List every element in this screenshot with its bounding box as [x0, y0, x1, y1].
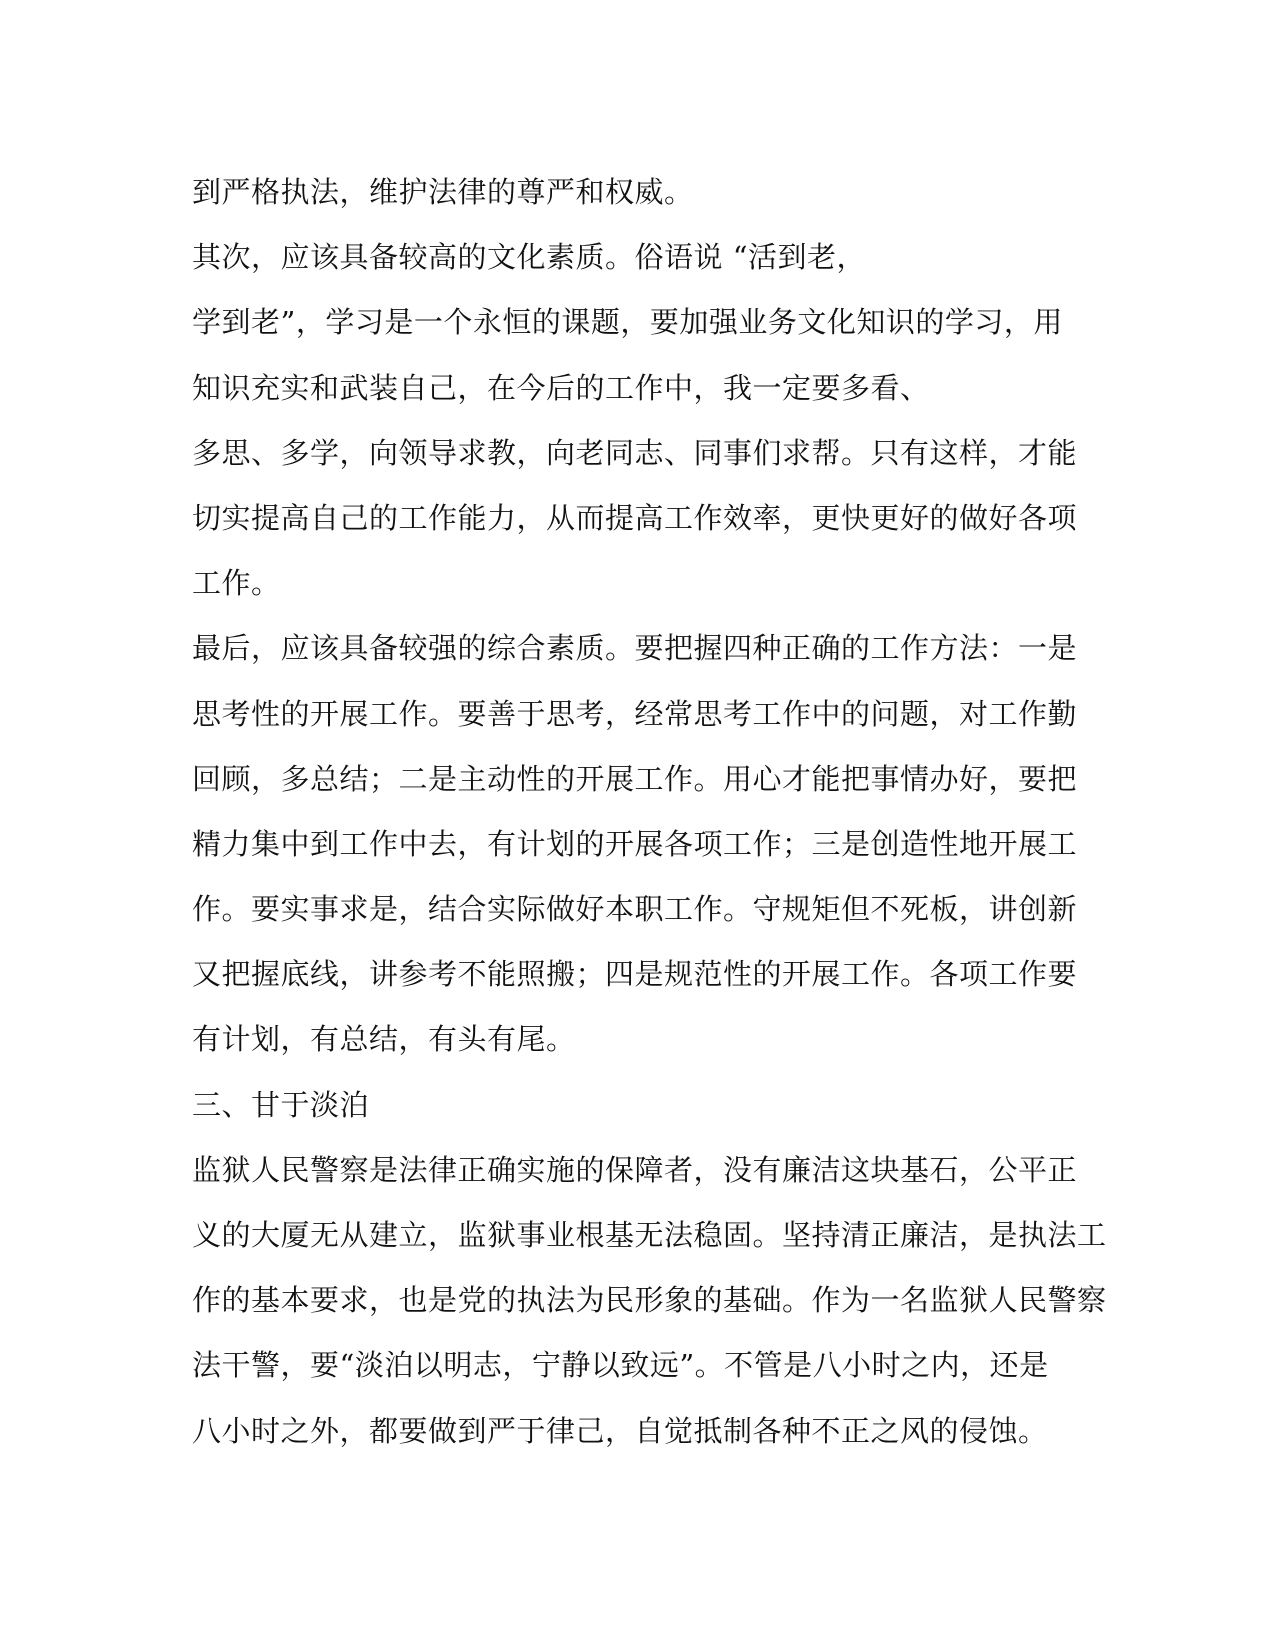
text-line: 最后，应该具备较强的综合素质。要把握四种正确的工作方法：一是: [192, 631, 1078, 666]
text-line: 法干警，要“淡泊以明志，宁静以致远”。不管是八小时之内，还是: [192, 1348, 1049, 1383]
text-line: 精力集中到工作中去，有计划的开展各项工作；三是创造性地开展工: [192, 826, 1078, 861]
text-line: 其次，应该具备较高的文化素质。俗语说 “活到老，: [192, 240, 867, 275]
text-line: 八小时之外，都要做到严于律己，自觉抵制各种不正之风的侵蚀。: [192, 1413, 1048, 1448]
text-line: 思考性的开展工作。要善于思考，经常思考工作中的问题，对工作勤: [192, 696, 1078, 731]
text-line: 作。要实事求是，结合实际做好本职工作。守规矩但不死板，讲创新: [192, 892, 1078, 927]
body-text: [192, 160, 1107, 1464]
text-line: 工作。: [192, 566, 281, 601]
text-line: 监狱人民警察是法律正确实施的保障者，没有廉洁这块基石，公平正: [192, 1152, 1078, 1187]
text-line: 多思、多学，向领导求教，向老同志、同事们求帮。只有这样，才能: [192, 435, 1078, 470]
text-line: 义的大厦无从建立，监狱事业根基无法稳固。坚持清正廉洁，是执法工: [192, 1218, 1107, 1252]
text-line: 有计划，有总结，有头有尾。: [192, 1022, 576, 1057]
text-line: 回顾，多总结；二是主动性的开展工作。用心才能把事情办好，要把: [192, 761, 1078, 796]
text-line: 学到老”，学习是一个永恒的课题，要加强业务文化知识的学习，用: [192, 305, 1063, 340]
text-line: 切实提高自己的工作能力，从而提高工作效率，更快更好的做好各项: [192, 500, 1078, 535]
text-line: 到严格执法，维护法律的尊严和权威。: [192, 175, 694, 209]
text-line: 又把握底线，讲参考不能照搬；四是规范性的开展工作。各项工作要: [192, 957, 1078, 992]
section-heading: 三、甘于淡泊: [192, 1087, 370, 1122]
text-line: 作的基本要求，也是党的执法为民形象的基础。作为一名监狱人民警察: [192, 1283, 1107, 1318]
text-line: 知识充实和武装自己，在今后的工作中，我一定要多看、: [192, 370, 930, 405]
